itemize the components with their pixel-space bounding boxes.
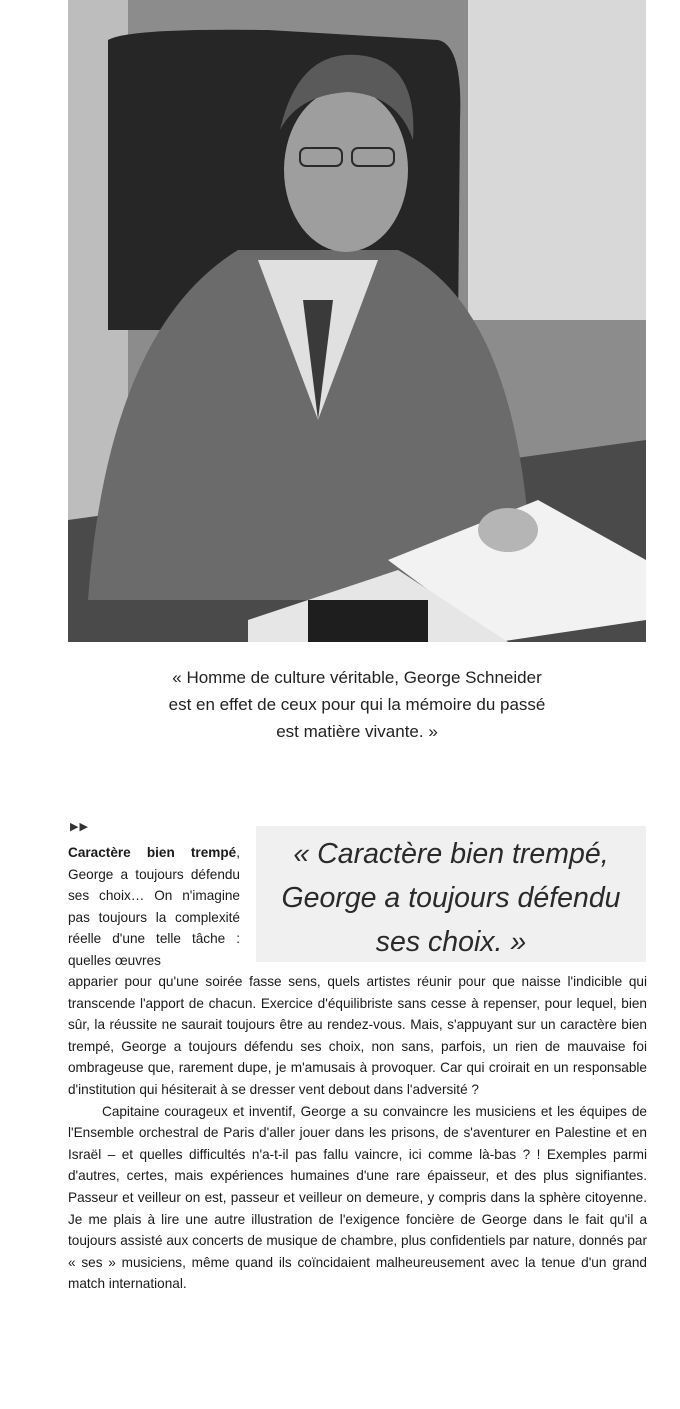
body-paragraph: Capitaine courageux et inventif, George a su convaincre les musiciens et les équipes de l'Ensemble orchestral de Paris d'aller jouer dans les prisons, de s'aventurer en Palestine et en Israël – et quelles difficultés n'a-t-il pas fallu vaincre, ici comme là-bas ? ! Exemples parmi d'autres, certes, mais expériences humaines d'une rare épaisseur, et des plus signifiantes. Passeur et veilleur on est, passeur et veilleur on demeure, y compris dans la sphère citoyenne. Je me plais à lire une autre illustration de l'exigence foncière de George dans le fait qu'il a toujours assisté aux concerts de musique de chambre, plus confidentiels par nature, donnés par « ses » musiciens, même quand ils coïncidaient malheureusement avec la tenue d'un grand match international. bbox=[68, 1103, 647, 1292]
caption-line: « Homme de culture véritable, George Schneider bbox=[172, 668, 542, 687]
pull-quote bbox=[256, 826, 646, 962]
portrait-photo bbox=[68, 0, 646, 642]
pull-quote-line: « Caractère bien trempé, bbox=[293, 838, 609, 870]
pull-quote-line: ses choix. » bbox=[375, 926, 527, 958]
caption-line: est matière vivante. » bbox=[276, 722, 438, 741]
photo-illustration bbox=[68, 0, 646, 642]
caption-line: est en effet de ceux pour qui la mémoire du passé bbox=[168, 695, 546, 714]
side-column-body: , George a toujours défendu ses choix… On n'imagine pas toujours la complexité réelle d'une telle tâche : quelles œuvres bbox=[68, 845, 240, 968]
lead-in: Caractère bien trempé bbox=[68, 845, 237, 860]
body-paragraph: apparier pour qu'une soirée fasse sens, quels artistes réunir pour que naisse l'indicible qui transcende l'apport de chacun. Exercice d'équilibriste sans cesse à repenser, pour lequel, bien sûr, la réussite ne saurait toujours être au rendez-vous. Mais, s'appuyant sur un caractère bien trempé, George a toujours défendu ses choix, non sans, parfois, un rien de mauvaise foi ombrageuse que, rarement dupe, je m'amusais à provoquer. Car qui croirait en un responsable d'institution qui hésiterait à se dresser vent debout dans l'adversité ? bbox=[68, 974, 647, 1097]
side-column-text bbox=[68, 842, 240, 972]
article-body bbox=[68, 971, 647, 1295]
section-marker-icon: ▶▶ bbox=[70, 821, 89, 833]
pull-quote-line: George a toujours défendu bbox=[281, 882, 621, 914]
photo-caption bbox=[68, 664, 646, 745]
